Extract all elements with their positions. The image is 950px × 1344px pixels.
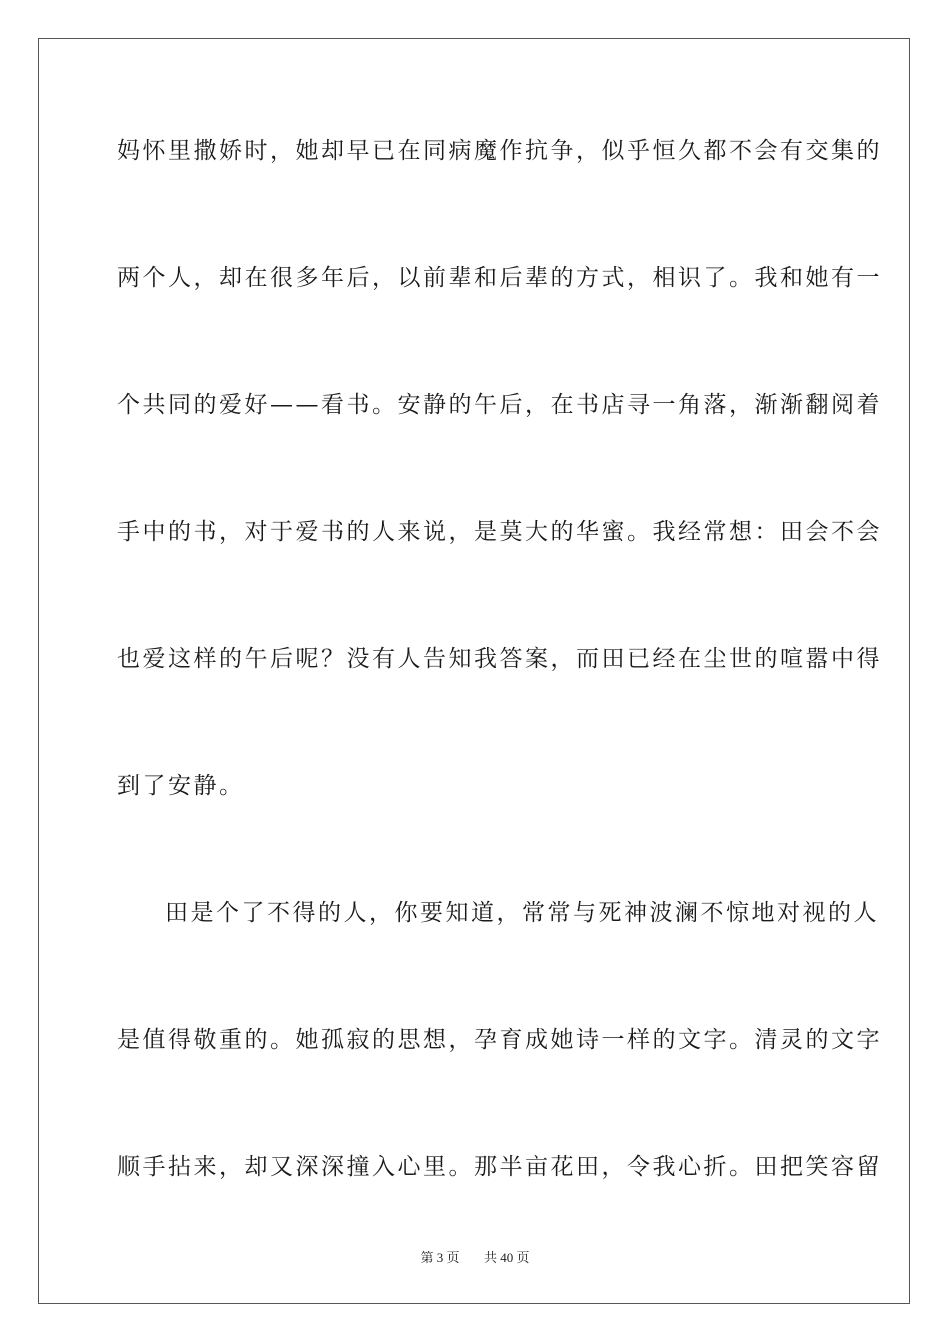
page-total: 共 40 页 bbox=[484, 1250, 530, 1265]
text-line: 个共同的爱好——看书。安静的午后，在书店寻一角落，渐渐翻阅着 bbox=[117, 392, 882, 418]
text-line: 是值得敬重的。她孤寂的思想，孕育成她诗一样的文字。清灵的文字 bbox=[117, 1027, 882, 1053]
text-line: 到了安静。 bbox=[117, 773, 245, 799]
page-number: 第 3 页 bbox=[420, 1250, 460, 1265]
text-line-indented: 田是个了不得的人，你要知道，常常与死神波澜不惊地对视的人 bbox=[165, 900, 879, 926]
text-line: 两个人，却在很多年后，以前辈和后辈的方式，相识了。我和她有一 bbox=[117, 265, 882, 291]
page-footer bbox=[0, 1247, 950, 1266]
text-line: 手中的书，对于爱书的人来说，是莫大的华蜜。我经常想：田会不会 bbox=[117, 519, 882, 545]
document-body bbox=[117, 122, 882, 1265]
text-line: 妈怀里撒娇时，她却早已在同病魔作抗争，似乎恒久都不会有交集的 bbox=[117, 138, 882, 164]
text-line: 也爱这样的午后呢？没有人告知我答案，而田已经在尘世的喧嚣中得 bbox=[117, 646, 882, 672]
text-line: 顺手拈来，却又深深撞入心里。那半亩花田，令我心折。田把笑容留 bbox=[117, 1154, 882, 1180]
